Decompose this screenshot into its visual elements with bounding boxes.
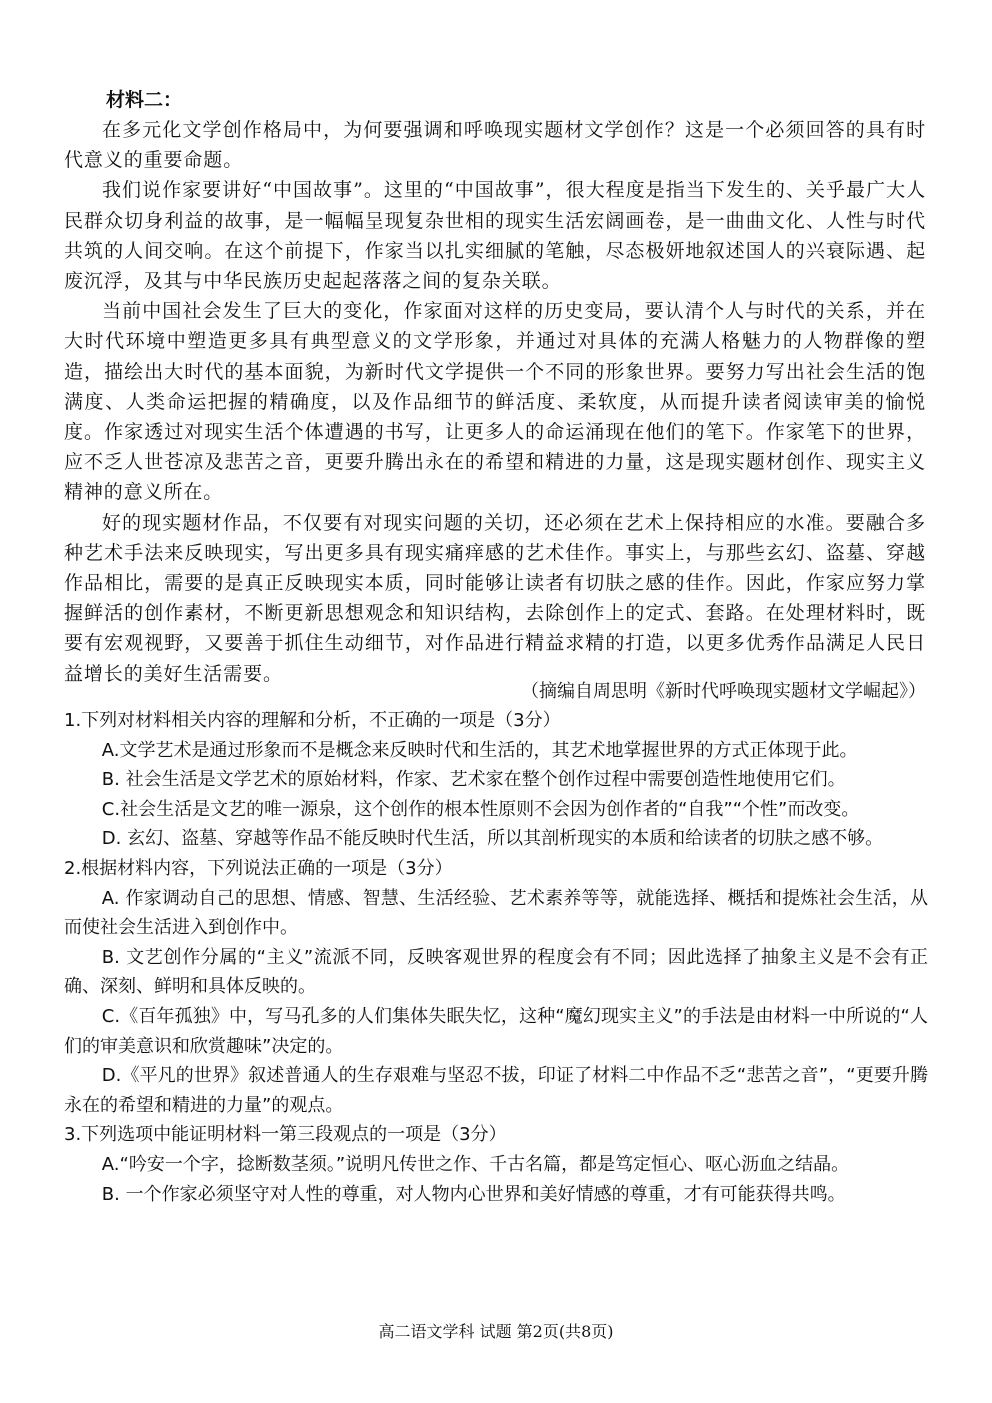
material-passage bbox=[64, 115, 926, 689]
option-c: C.《百年孤独》中，写马孔多的人们集体失眠失忆，这种“魔幻现实主义”的手法是由材料一中所说的“人们的审美意识和欣赏趣味”决定的。 bbox=[64, 1005, 928, 1057]
option-a: A. 作家调动自己的思想、情感、智慧、生活经验、艺术素养等等，就能选择、概括和提炼社会生活，从而使社会生活进入到创作中。 bbox=[64, 887, 928, 939]
question-list bbox=[64, 706, 928, 1209]
option-c: C.社会生活是文艺的唯一源泉，这个创作的根本性原则不会因为创作者的“自我”“个性”而改变。 bbox=[101, 798, 860, 820]
question-stem: 2.根据材料内容，下列说法正确的一项是（3分） bbox=[64, 857, 453, 879]
question-stem: 1.下列对材料相关内容的理解和分析，不正确的一项是（3分） bbox=[64, 710, 561, 731]
question-2 bbox=[64, 854, 928, 1120]
option-a: A.文学艺术是通过形象而不是概念来反映时代和生活的，其艺术地掌握世界的方式正体现于此。 bbox=[101, 739, 858, 761]
question-1 bbox=[64, 706, 928, 854]
option-d: D. 玄幻、盗墓、穿越等作品不能反映时代生活，所以其剖析现实的本质和给读者的切肤之感不够。 bbox=[101, 828, 884, 850]
passage-paragraph: 当前中国社会发生了巨大的变化，作家面对这样的历史变局，要认清个人与时代的关系，并在大时代环境中塑造更多具有典型意义的文学形象，并通过对具体的充满人格魅力的人物群像的塑造，描绘出大时代的基本面貌，为新时代文学提供一个不同的形象世界。要努力写出社会生活的饱满度、人类命运把握的精确度，以及作品细节的鲜活度、柔软度，从而提升读者阅读审美的愉悦度。作家透过对现实生活个体遭遇的书写，让更多人的命运涌现在他们的笔下。作家笔下的世界，应不乏人世苍凉及悲苦之音，更要升腾出永在的希望和精进的力量，这是现实题材创作、现实主义精神的意义所在。 bbox=[64, 300, 926, 504]
passage-paragraph: 好的现实题材作品，不仅要有对现实问题的关切，还必须在艺术上保持相应的水准。要融合多种艺术手法来反映现实，写出更多具有现实痛痒感的艺术佳作。事实上，与那些玄幻、盗墓、穿越作品相比，需要的是真正反映现实本质，同时能够让读者有切肤之感的佳作。因此，作家应努力掌握鲜活的创作素材，不断更新思想观念和知识结构，去除创作上的定式、套路。在处理材料时，既要有宏观视野，又要善于抓住生动细节，对作品进行精益求精的打造，以更多优秀作品满足人民日益增长的美好生活需要。 bbox=[64, 511, 926, 685]
question-stem: 3.下列选项中能证明材料一第三段观点的一项是（3分） bbox=[64, 1124, 507, 1146]
option-a: A.“吟安一个字，捻断数茎须。”说明凡传世之作、千古名篇，都是笃定恒心、呕心沥血之结晶。 bbox=[101, 1153, 850, 1175]
passage-paragraph: 在多元化文学创作格局中，为何要强调和呼唤现实题材文学创作？这是一个必须回答的具有时代意义的重要命题。 bbox=[64, 119, 926, 172]
option-b: B. 一个作家必须坚守对人性的尊重，对人物内心世界和美好情感的尊重，才有可能获得共鸣。 bbox=[101, 1183, 846, 1205]
option-b: B. 社会生活是文学艺术的原始材料，作家、艺术家在整个创作过程中需要创造性地使用它们。 bbox=[101, 769, 846, 791]
option-b: B. 文艺创作分属的“主义”流派不同，反映客观世界的程度会有不同；因此选择了抽象主义是不会有正确、深刻、鲜明和具体反映的。 bbox=[64, 946, 928, 998]
question-3 bbox=[64, 1120, 928, 1209]
option-d: D.《平凡的世界》叙述普通人的生存艰难与坚忍不拔，印证了材料二中作品不乏“悲苦之音”，“更要升腾永在的希望和精进的力量”的观点。 bbox=[64, 1065, 928, 1116]
source-citation: （摘编自周思明《新时代呼唤现实题材文学崛起》） bbox=[521, 681, 926, 702]
passage-paragraph: 我们说作家要讲好“中国故事”。这里的“中国故事”，很大程度是指当下发生的、关乎最广大人民群众切身利益的故事，是一幅幅呈现复杂世相的现实生活宏阔画卷，是一曲曲文化、人性与时代共筑的人间交响。在这个前提下，作家当以扎实细腻的笔触，尽态极妍地叙述国人的兴衰际遇、起废沉浮，及其与中华民族历史起起落落之间的复杂关联。 bbox=[64, 179, 926, 293]
page-footer: 高二语文学科 试题 第2页(共8页) bbox=[378, 1322, 614, 1341]
material-heading: 材料二： bbox=[106, 89, 183, 111]
